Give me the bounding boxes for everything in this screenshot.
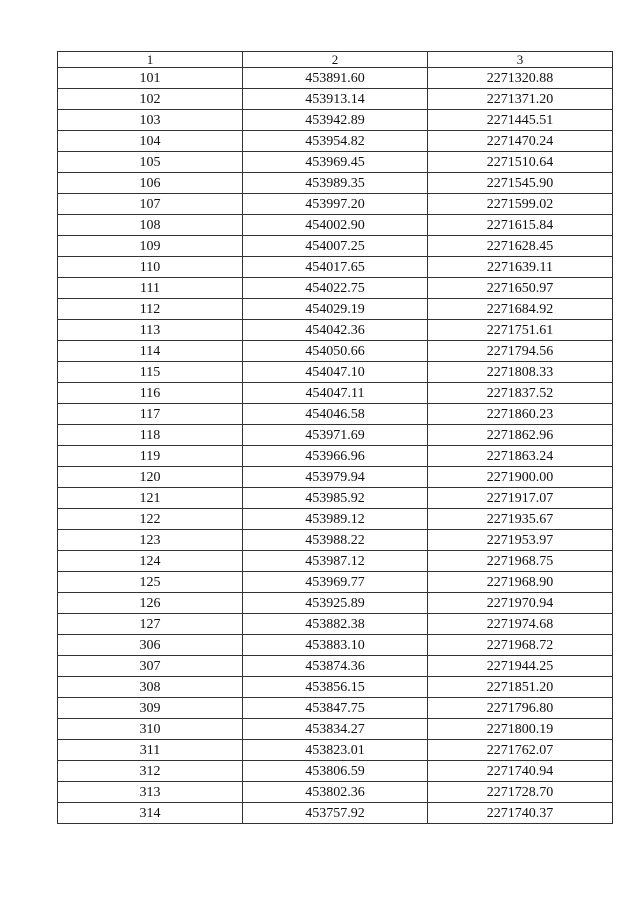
point-number-cell: 104 [58,131,243,152]
y-coordinate-cell: 2271970.94 [428,593,613,614]
point-number-cell: 106 [58,173,243,194]
y-coordinate-cell: 2271863.24 [428,446,613,467]
x-coordinate-cell: 454050.66 [243,341,428,362]
x-coordinate-cell: 453856.15 [243,677,428,698]
x-coordinate-cell: 453987.12 [243,551,428,572]
x-coordinate-cell: 454042.36 [243,320,428,341]
table-row [58,257,613,278]
y-coordinate-cell: 2271751.61 [428,320,613,341]
x-coordinate-cell: 453971.69 [243,425,428,446]
point-number-cell: 109 [58,236,243,257]
point-number-cell: 103 [58,110,243,131]
table-row [58,719,613,740]
y-coordinate-cell: 2271545.90 [428,173,613,194]
x-coordinate-cell: 453989.35 [243,173,428,194]
table-row [58,740,613,761]
coordinates-table [57,51,613,824]
x-coordinate-cell: 453969.45 [243,152,428,173]
table-row [58,677,613,698]
table-body [58,68,613,824]
x-coordinate-cell: 454047.11 [243,383,428,404]
point-number-cell: 126 [58,593,243,614]
point-number-cell: 306 [58,635,243,656]
x-coordinate-cell: 454047.10 [243,362,428,383]
point-number-cell: 308 [58,677,243,698]
x-coordinate-cell: 453966.96 [243,446,428,467]
point-number-cell: 120 [58,467,243,488]
point-number-cell: 123 [58,530,243,551]
point-number-cell: 115 [58,362,243,383]
x-coordinate-cell: 453925.89 [243,593,428,614]
x-coordinate-cell: 454029.19 [243,299,428,320]
header-cell-2: 2 [243,52,428,68]
x-coordinate-cell: 453969.77 [243,572,428,593]
point-number-cell: 312 [58,761,243,782]
point-number-cell: 124 [58,551,243,572]
x-coordinate-cell: 453997.20 [243,194,428,215]
y-coordinate-cell: 2271935.67 [428,509,613,530]
x-coordinate-cell: 454046.58 [243,404,428,425]
point-number-cell: 122 [58,509,243,530]
point-number-cell: 110 [58,257,243,278]
table-row [58,467,613,488]
x-coordinate-cell: 453847.75 [243,698,428,719]
y-coordinate-cell: 2271851.20 [428,677,613,698]
table-row [58,89,613,110]
table-row [58,383,613,404]
y-coordinate-cell: 2271974.68 [428,614,613,635]
table-row [58,299,613,320]
y-coordinate-cell: 2271740.37 [428,803,613,824]
y-coordinate-cell: 2271615.84 [428,215,613,236]
point-number-cell: 118 [58,425,243,446]
y-coordinate-cell: 2271944.25 [428,656,613,677]
table-row [58,509,613,530]
x-coordinate-cell: 453823.01 [243,740,428,761]
y-coordinate-cell: 2271639.11 [428,257,613,278]
x-coordinate-cell: 453942.89 [243,110,428,131]
y-coordinate-cell: 2271800.19 [428,719,613,740]
point-number-cell: 116 [58,383,243,404]
table-row [58,698,613,719]
y-coordinate-cell: 2271862.96 [428,425,613,446]
y-coordinate-cell: 2271628.45 [428,236,613,257]
point-number-cell: 107 [58,194,243,215]
table-row [58,236,613,257]
y-coordinate-cell: 2271762.07 [428,740,613,761]
point-number-cell: 102 [58,89,243,110]
header-cell-1: 1 [58,52,243,68]
y-coordinate-cell: 2271968.75 [428,551,613,572]
x-coordinate-cell: 453806.59 [243,761,428,782]
y-coordinate-cell: 2271794.56 [428,341,613,362]
point-number-cell: 311 [58,740,243,761]
x-coordinate-cell: 453913.14 [243,89,428,110]
header-cell-3: 3 [428,52,613,68]
y-coordinate-cell: 2271445.51 [428,110,613,131]
y-coordinate-cell: 2271860.23 [428,404,613,425]
x-coordinate-cell: 453954.82 [243,131,428,152]
y-coordinate-cell: 2271740.94 [428,761,613,782]
y-coordinate-cell: 2271900.00 [428,467,613,488]
table-row [58,593,613,614]
table-row [58,278,613,299]
table-row [58,614,613,635]
point-number-cell: 121 [58,488,243,509]
point-number-cell: 114 [58,341,243,362]
point-number-cell: 113 [58,320,243,341]
x-coordinate-cell: 453874.36 [243,656,428,677]
table-row [58,68,613,89]
x-coordinate-cell: 453802.36 [243,782,428,803]
table-row [58,635,613,656]
x-coordinate-cell: 454017.65 [243,257,428,278]
table-row [58,320,613,341]
table-row [58,551,613,572]
y-coordinate-cell: 2271917.07 [428,488,613,509]
y-coordinate-cell: 2271968.72 [428,635,613,656]
table-row [58,404,613,425]
table-row [58,572,613,593]
table-row [58,131,613,152]
y-coordinate-cell: 2271808.33 [428,362,613,383]
y-coordinate-cell: 2271968.90 [428,572,613,593]
point-number-cell: 112 [58,299,243,320]
y-coordinate-cell: 2271470.24 [428,131,613,152]
point-number-cell: 314 [58,803,243,824]
x-coordinate-cell: 453891.60 [243,68,428,89]
table-row [58,803,613,824]
x-coordinate-cell: 453989.12 [243,509,428,530]
point-number-cell: 310 [58,719,243,740]
x-coordinate-cell: 453757.92 [243,803,428,824]
table-row [58,782,613,803]
y-coordinate-cell: 2271650.97 [428,278,613,299]
x-coordinate-cell: 453834.27 [243,719,428,740]
y-coordinate-cell: 2271837.52 [428,383,613,404]
y-coordinate-cell: 2271510.64 [428,152,613,173]
y-coordinate-cell: 2271953.97 [428,530,613,551]
point-number-cell: 119 [58,446,243,467]
y-coordinate-cell: 2271684.92 [428,299,613,320]
table-header [58,52,613,68]
table-row [58,341,613,362]
point-number-cell: 101 [58,68,243,89]
table-row [58,110,613,131]
point-number-cell: 307 [58,656,243,677]
y-coordinate-cell: 2271728.70 [428,782,613,803]
table-row [58,656,613,677]
table-row [58,446,613,467]
table-row [58,152,613,173]
y-coordinate-cell: 2271796.80 [428,698,613,719]
x-coordinate-cell: 454022.75 [243,278,428,299]
x-coordinate-cell: 453988.22 [243,530,428,551]
point-number-cell: 108 [58,215,243,236]
y-coordinate-cell: 2271371.20 [428,89,613,110]
y-coordinate-cell: 2271599.02 [428,194,613,215]
x-coordinate-cell: 453979.94 [243,467,428,488]
header-row [58,52,613,68]
table-row [58,362,613,383]
point-number-cell: 111 [58,278,243,299]
x-coordinate-cell: 453883.10 [243,635,428,656]
table-row [58,173,613,194]
point-number-cell: 309 [58,698,243,719]
table-row [58,215,613,236]
point-number-cell: 117 [58,404,243,425]
point-number-cell: 127 [58,614,243,635]
x-coordinate-cell: 454002.90 [243,215,428,236]
x-coordinate-cell: 454007.25 [243,236,428,257]
table-row [58,488,613,509]
point-number-cell: 313 [58,782,243,803]
point-number-cell: 105 [58,152,243,173]
y-coordinate-cell: 2271320.88 [428,68,613,89]
table-row [58,530,613,551]
point-number-cell: 125 [58,572,243,593]
x-coordinate-cell: 453882.38 [243,614,428,635]
table-row [58,425,613,446]
x-coordinate-cell: 453985.92 [243,488,428,509]
table-row [58,194,613,215]
table-row [58,761,613,782]
